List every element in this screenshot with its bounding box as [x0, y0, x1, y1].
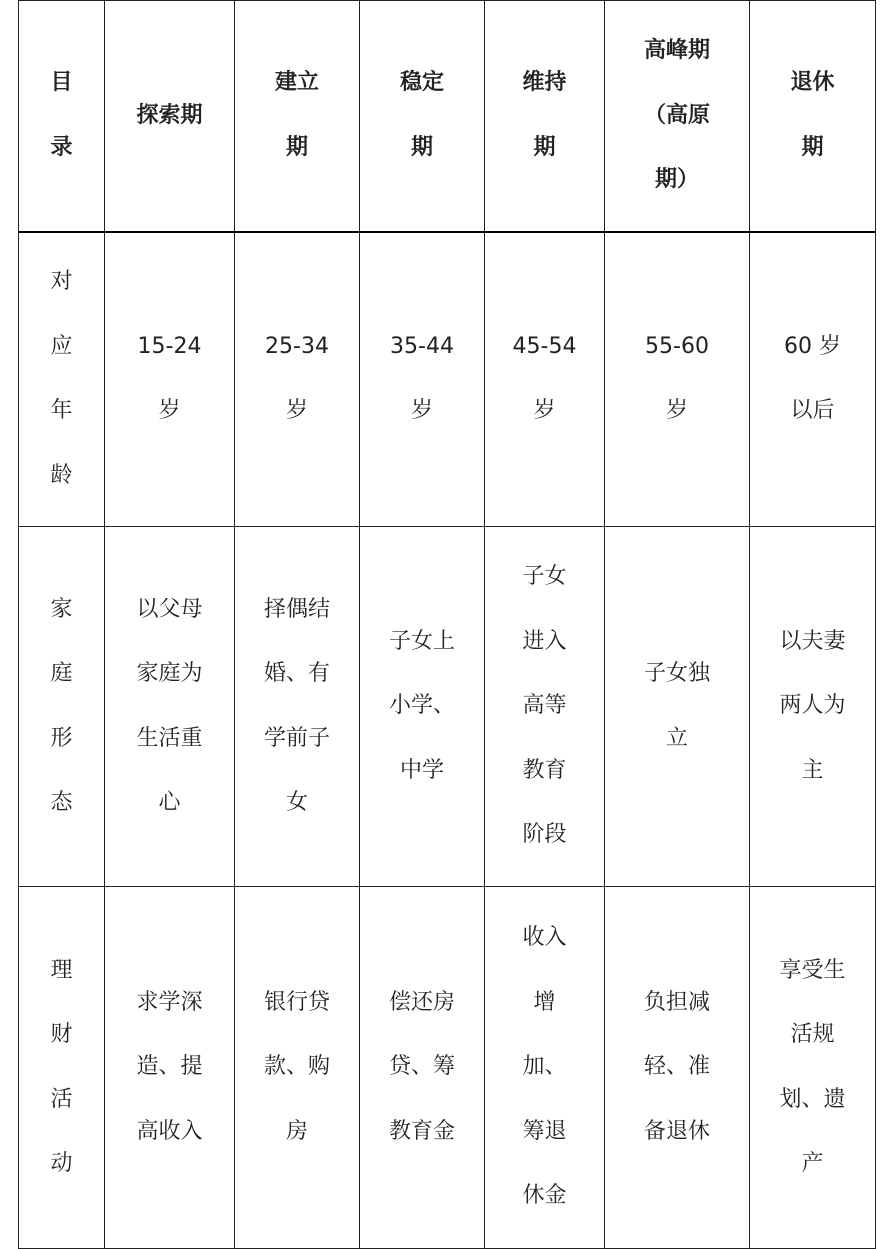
table-cell: 25-34 岁	[235, 232, 360, 527]
table-cell: 负担减 轻、准 备退休	[605, 887, 750, 1249]
table-cell: 以夫妻 两人为 主	[750, 527, 876, 887]
header-cell-establishment: 建立 期	[235, 1, 360, 232]
table-cell: 55-60 岁	[605, 232, 750, 527]
table-cell: 子女独 立	[605, 527, 750, 887]
header-cell-exploration: 探索期	[105, 1, 235, 232]
row-label: 家 庭 形 态	[19, 527, 105, 887]
table-cell: 银行贷 款、购 房	[235, 887, 360, 1249]
table-cell: 偿还房 贷、筹 教育金	[360, 887, 485, 1249]
table-cell: 收入 增 加、 筹退 休金	[485, 887, 605, 1249]
table-cell: 45-54 岁	[485, 232, 605, 527]
header-row	[19, 1, 876, 232]
life-stage-table	[18, 0, 876, 1249]
header-cell-maintenance: 维持 期	[485, 1, 605, 232]
table-cell: 求学深 造、提 高收入	[105, 887, 235, 1249]
table-cell: 60 岁 以后	[750, 232, 876, 527]
table-row-family	[19, 527, 876, 887]
table-row-ages	[19, 232, 876, 527]
header-cell-retirement: 退休 期	[750, 1, 876, 232]
table-cell: 15-24 岁	[105, 232, 235, 527]
table-row-finance	[19, 887, 876, 1249]
table-cell: 择偶结 婚、有 学前子 女	[235, 527, 360, 887]
table-cell: 以父母 家庭为 生活重 心	[105, 527, 235, 887]
header-cell-stable: 稳定 期	[360, 1, 485, 232]
table-cell: 子女上 小学、 中学	[360, 527, 485, 887]
table-cell: 子女 进入 高等 教育 阶段	[485, 527, 605, 887]
row-label: 理 财 活 动	[19, 887, 105, 1249]
row-label: 对 应 年 龄	[19, 232, 105, 527]
header-cell-catalog: 目 录	[19, 1, 105, 232]
header-cell-peak: 高峰期 （高原 期）	[605, 1, 750, 232]
table-cell: 35-44 岁	[360, 232, 485, 527]
table-cell: 享受生 活规 划、遗 产	[750, 887, 876, 1249]
